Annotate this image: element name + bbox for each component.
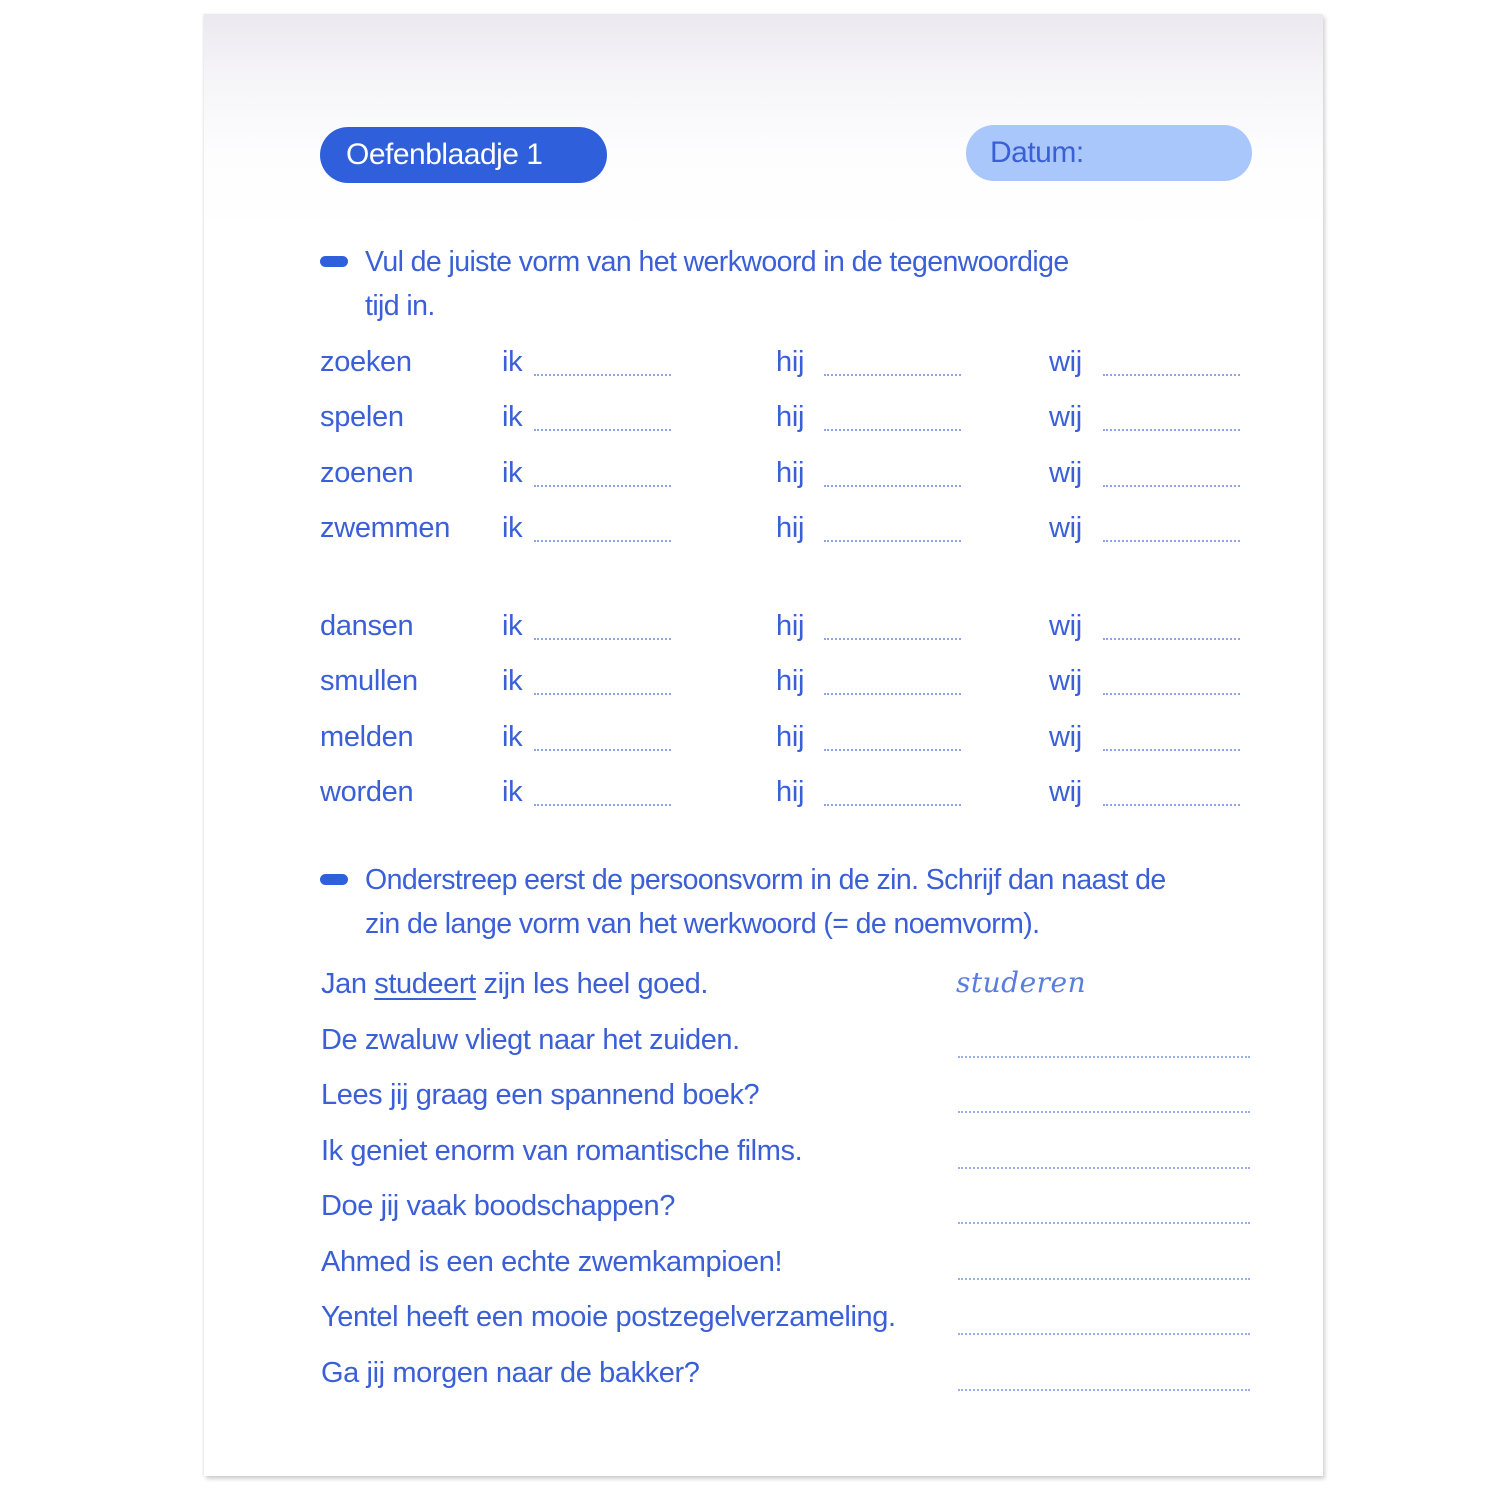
verb-infinitive: zoenen bbox=[320, 457, 414, 489]
conjugation-row bbox=[204, 512, 1323, 552]
sentence-text: De zwaluw vliegt naar het zuiden. bbox=[321, 1024, 740, 1056]
conjugation-row bbox=[204, 610, 1323, 650]
conjugation-row bbox=[204, 457, 1323, 497]
pronoun-ik: ik bbox=[502, 401, 523, 433]
answer-blank-ik[interactable] bbox=[534, 693, 671, 695]
noemvorm-answer-blank[interactable] bbox=[958, 1167, 1250, 1169]
instruction-line: Vul de juiste vorm van het werkwoord in de tegenwoordige bbox=[365, 246, 1069, 278]
sentence-row bbox=[204, 1079, 1323, 1119]
noemvorm-answer-blank[interactable] bbox=[958, 1389, 1250, 1391]
pronoun-wij: wij bbox=[1049, 457, 1082, 489]
answer-blank-hij[interactable] bbox=[824, 429, 961, 431]
pronoun-wij: wij bbox=[1049, 721, 1082, 753]
sentence-text: Jan bbox=[321, 968, 375, 1000]
pronoun-ik: ik bbox=[502, 512, 523, 544]
conjugation-row bbox=[204, 721, 1323, 761]
exercise2-instruction bbox=[320, 858, 1280, 948]
answer-blank-wij[interactable] bbox=[1103, 485, 1240, 487]
exercise1-instruction bbox=[320, 240, 1280, 330]
answer-blank-ik[interactable] bbox=[534, 638, 671, 640]
example-sentence bbox=[321, 968, 708, 1001]
verb-infinitive: spelen bbox=[320, 401, 404, 433]
noemvorm-answer-blank[interactable] bbox=[958, 1222, 1250, 1224]
answer-blank-ik[interactable] bbox=[534, 804, 671, 806]
pronoun-wij: wij bbox=[1049, 512, 1082, 544]
sentence-row bbox=[204, 1190, 1323, 1230]
sentence-row bbox=[204, 1246, 1323, 1286]
answer-blank-wij[interactable] bbox=[1103, 429, 1240, 431]
pronoun-hij: hij bbox=[776, 512, 805, 544]
answer-blank-hij[interactable] bbox=[824, 485, 961, 487]
pronoun-hij: hij bbox=[776, 401, 805, 433]
sentence-text: Doe jij vaak boodschappen? bbox=[321, 1190, 675, 1222]
answer-blank-hij[interactable] bbox=[824, 540, 961, 542]
pronoun-ik: ik bbox=[502, 610, 523, 642]
noemvorm-answer-blank[interactable] bbox=[958, 1111, 1250, 1113]
date-field[interactable]: Datum: bbox=[966, 125, 1252, 181]
answer-blank-hij[interactable] bbox=[824, 804, 961, 806]
pronoun-ik: ik bbox=[502, 346, 523, 378]
answer-blank-hij[interactable] bbox=[824, 749, 961, 751]
pronoun-wij: wij bbox=[1049, 610, 1082, 642]
answer-blank-ik[interactable] bbox=[534, 540, 671, 542]
sentence-row bbox=[204, 1135, 1323, 1175]
pronoun-wij: wij bbox=[1049, 401, 1082, 433]
sentence-text: Ahmed is een echte zwemkampioen! bbox=[321, 1246, 783, 1278]
pronoun-hij: hij bbox=[776, 610, 805, 642]
instruction-line: zin de lange vorm van het werkwoord (= de noemvorm). bbox=[365, 908, 1040, 940]
answer-blank-hij[interactable] bbox=[824, 693, 961, 695]
answer-blank-ik[interactable] bbox=[534, 749, 671, 751]
pronoun-wij: wij bbox=[1049, 665, 1082, 697]
answer-blank-ik[interactable] bbox=[534, 374, 671, 376]
instruction-line: tijd in. bbox=[365, 290, 435, 322]
pronoun-ik: ik bbox=[502, 776, 523, 808]
conjugation-row bbox=[204, 346, 1323, 386]
answer-blank-wij[interactable] bbox=[1103, 693, 1240, 695]
answer-blank-wij[interactable] bbox=[1103, 374, 1240, 376]
answer-blank-hij[interactable] bbox=[824, 374, 961, 376]
pronoun-ik: ik bbox=[502, 457, 523, 489]
verb-infinitive: smullen bbox=[320, 665, 418, 697]
answer-blank-ik[interactable] bbox=[534, 485, 671, 487]
noemvorm-answer-blank[interactable] bbox=[958, 1278, 1250, 1280]
answer-blank-ik[interactable] bbox=[534, 429, 671, 431]
sentence-text: zijn les heel goed. bbox=[475, 968, 709, 1000]
noemvorm-answer-blank[interactable] bbox=[958, 1333, 1250, 1335]
worksheet-title: Oefenblaadje 1 bbox=[320, 127, 607, 183]
conjugation-row bbox=[204, 665, 1323, 705]
sentence-text: Ga jij morgen naar de bakker? bbox=[321, 1357, 700, 1389]
verb-infinitive: zoeken bbox=[320, 346, 412, 378]
verb-infinitive: melden bbox=[320, 721, 414, 753]
worksheet-page bbox=[204, 14, 1323, 1476]
pronoun-ik: ik bbox=[502, 721, 523, 753]
pronoun-hij: hij bbox=[776, 346, 805, 378]
answer-blank-wij[interactable] bbox=[1103, 638, 1240, 640]
sentence-row bbox=[204, 1024, 1323, 1064]
pronoun-hij: hij bbox=[776, 721, 805, 753]
pronoun-wij: wij bbox=[1049, 346, 1082, 378]
answer-blank-wij[interactable] bbox=[1103, 749, 1240, 751]
pronoun-ik: ik bbox=[502, 665, 523, 697]
instruction-line: Onderstreep eerst de persoonsvorm in de zin. Schrijf dan naast de bbox=[365, 864, 1166, 896]
verb-infinitive: worden bbox=[320, 776, 414, 808]
example-answer: studeren bbox=[956, 966, 1087, 999]
underlined-verb: studeert bbox=[374, 968, 476, 1000]
conjugation-row bbox=[204, 401, 1323, 441]
bullet-icon bbox=[320, 256, 348, 267]
bullet-icon bbox=[320, 874, 348, 885]
answer-blank-hij[interactable] bbox=[824, 638, 961, 640]
pronoun-hij: hij bbox=[776, 776, 805, 808]
sentence-text: Yentel heeft een mooie postzegelverzameling. bbox=[321, 1301, 896, 1333]
noemvorm-answer-blank[interactable] bbox=[958, 1056, 1250, 1058]
sentence-row bbox=[204, 1357, 1323, 1397]
pronoun-hij: hij bbox=[776, 665, 805, 697]
sentence-text: Ik geniet enorm van romantische films. bbox=[321, 1135, 803, 1167]
conjugation-row bbox=[204, 776, 1323, 816]
pronoun-hij: hij bbox=[776, 457, 805, 489]
example-sentence-row bbox=[204, 968, 1323, 1008]
sentence-text: Lees jij graag een spannend boek? bbox=[321, 1079, 760, 1111]
sentence-row bbox=[204, 1301, 1323, 1341]
verb-infinitive: zwemmen bbox=[320, 512, 451, 544]
answer-blank-wij[interactable] bbox=[1103, 540, 1240, 542]
pronoun-wij: wij bbox=[1049, 776, 1082, 808]
answer-blank-wij[interactable] bbox=[1103, 804, 1240, 806]
verb-infinitive: dansen bbox=[320, 610, 414, 642]
